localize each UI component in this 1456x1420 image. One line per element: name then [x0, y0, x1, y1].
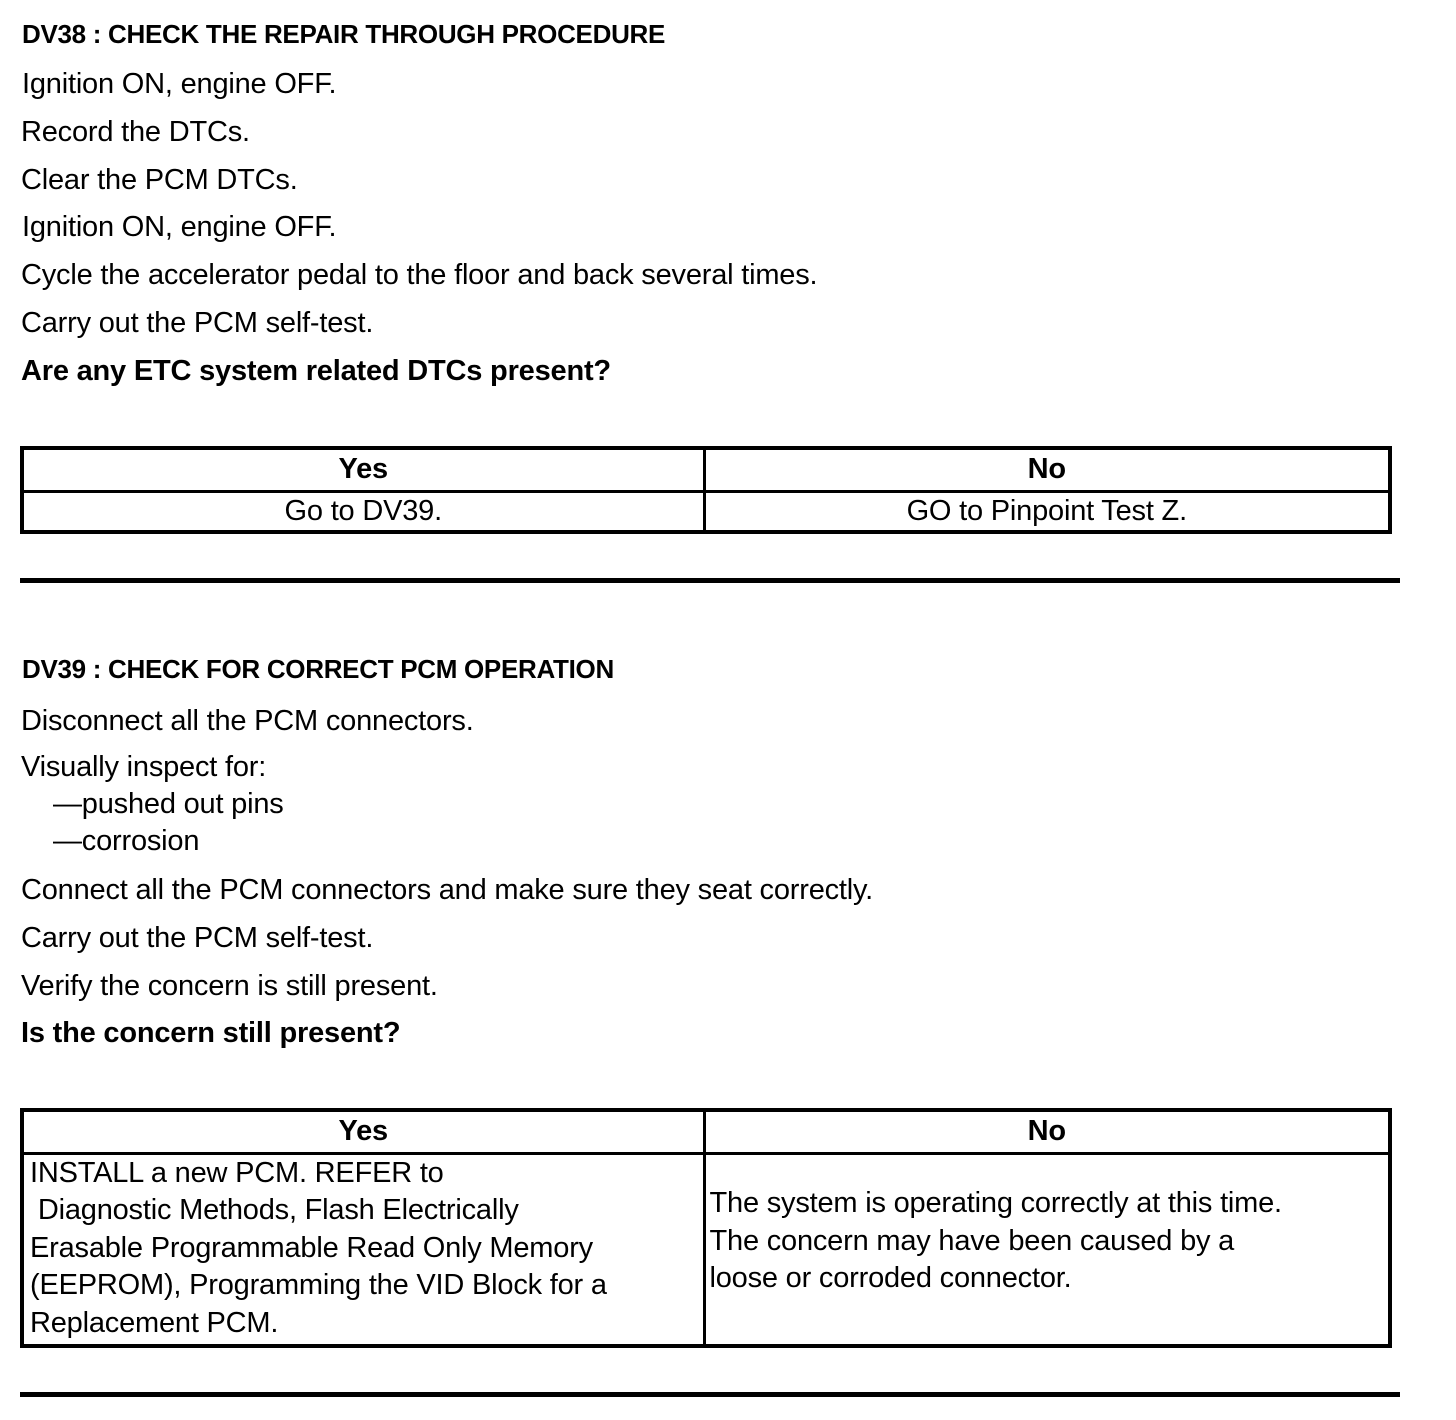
section-divider	[20, 1392, 1400, 1397]
step: Disconnect all the PCM connectors.	[21, 705, 474, 737]
yes-cell	[22, 1153, 704, 1346]
yes-line: Replacement PCM.	[30, 1306, 279, 1339]
section-divider	[20, 578, 1400, 583]
no-line: loose or corroded connector.	[709, 1262, 1072, 1294]
section-heading-dv38: DV38 : CHECK THE REPAIR THROUGH PROCEDURE	[22, 19, 666, 49]
question: Are any ETC system related DTCs present?	[21, 355, 611, 387]
step: Ignition ON, engine OFF.	[22, 68, 337, 100]
yes-line: Erasable Programmable Read Only Memory	[30, 1231, 593, 1264]
no-line: The concern may have been caused by a	[709, 1224, 1235, 1257]
step: Verify the concern is still present.	[21, 970, 438, 1002]
question: Is the concern still present?	[21, 1017, 401, 1049]
header-no: No	[704, 1110, 1390, 1153]
step: Connect all the PCM connectors and make sure they seat correctly.	[21, 874, 874, 906]
header-yes: Yes	[22, 1110, 704, 1153]
section-heading-dv39: DV39 : CHECK FOR CORRECT PCM OPERATION	[22, 654, 614, 684]
header-no: No	[704, 448, 1390, 491]
header-yes: Yes	[22, 448, 704, 491]
yes-line: Diagnostic Methods, Flash Electrically	[30, 1194, 519, 1226]
no-link[interactable]: GO to Pinpoint Test Z.	[704, 491, 1390, 532]
sub-item: —pushed out pins	[53, 788, 284, 820]
step: Carry out the PCM self-test.	[21, 922, 374, 954]
step: Cycle the accelerator pedal to the floor and back several times.	[21, 259, 818, 291]
no-cell	[704, 1153, 1390, 1346]
step: Ignition ON, engine OFF.	[22, 211, 337, 243]
step: Record the DTCs.	[21, 116, 250, 148]
step: Visually inspect for:	[21, 751, 267, 783]
result-table-dv39	[20, 1108, 1392, 1348]
yes-link[interactable]: Go to DV39.	[22, 491, 704, 532]
result-table-dv38	[20, 446, 1392, 534]
yes-line: INSTALL a new PCM. REFER to	[30, 1156, 444, 1189]
no-line: The system is operating correctly at this time.	[709, 1187, 1282, 1219]
step: Clear the PCM DTCs.	[21, 164, 298, 196]
sub-item: —corrosion	[53, 825, 200, 857]
yes-line: (EEPROM), Programming the VID Block for a	[30, 1269, 607, 1301]
step: Carry out the PCM self-test.	[21, 307, 374, 339]
